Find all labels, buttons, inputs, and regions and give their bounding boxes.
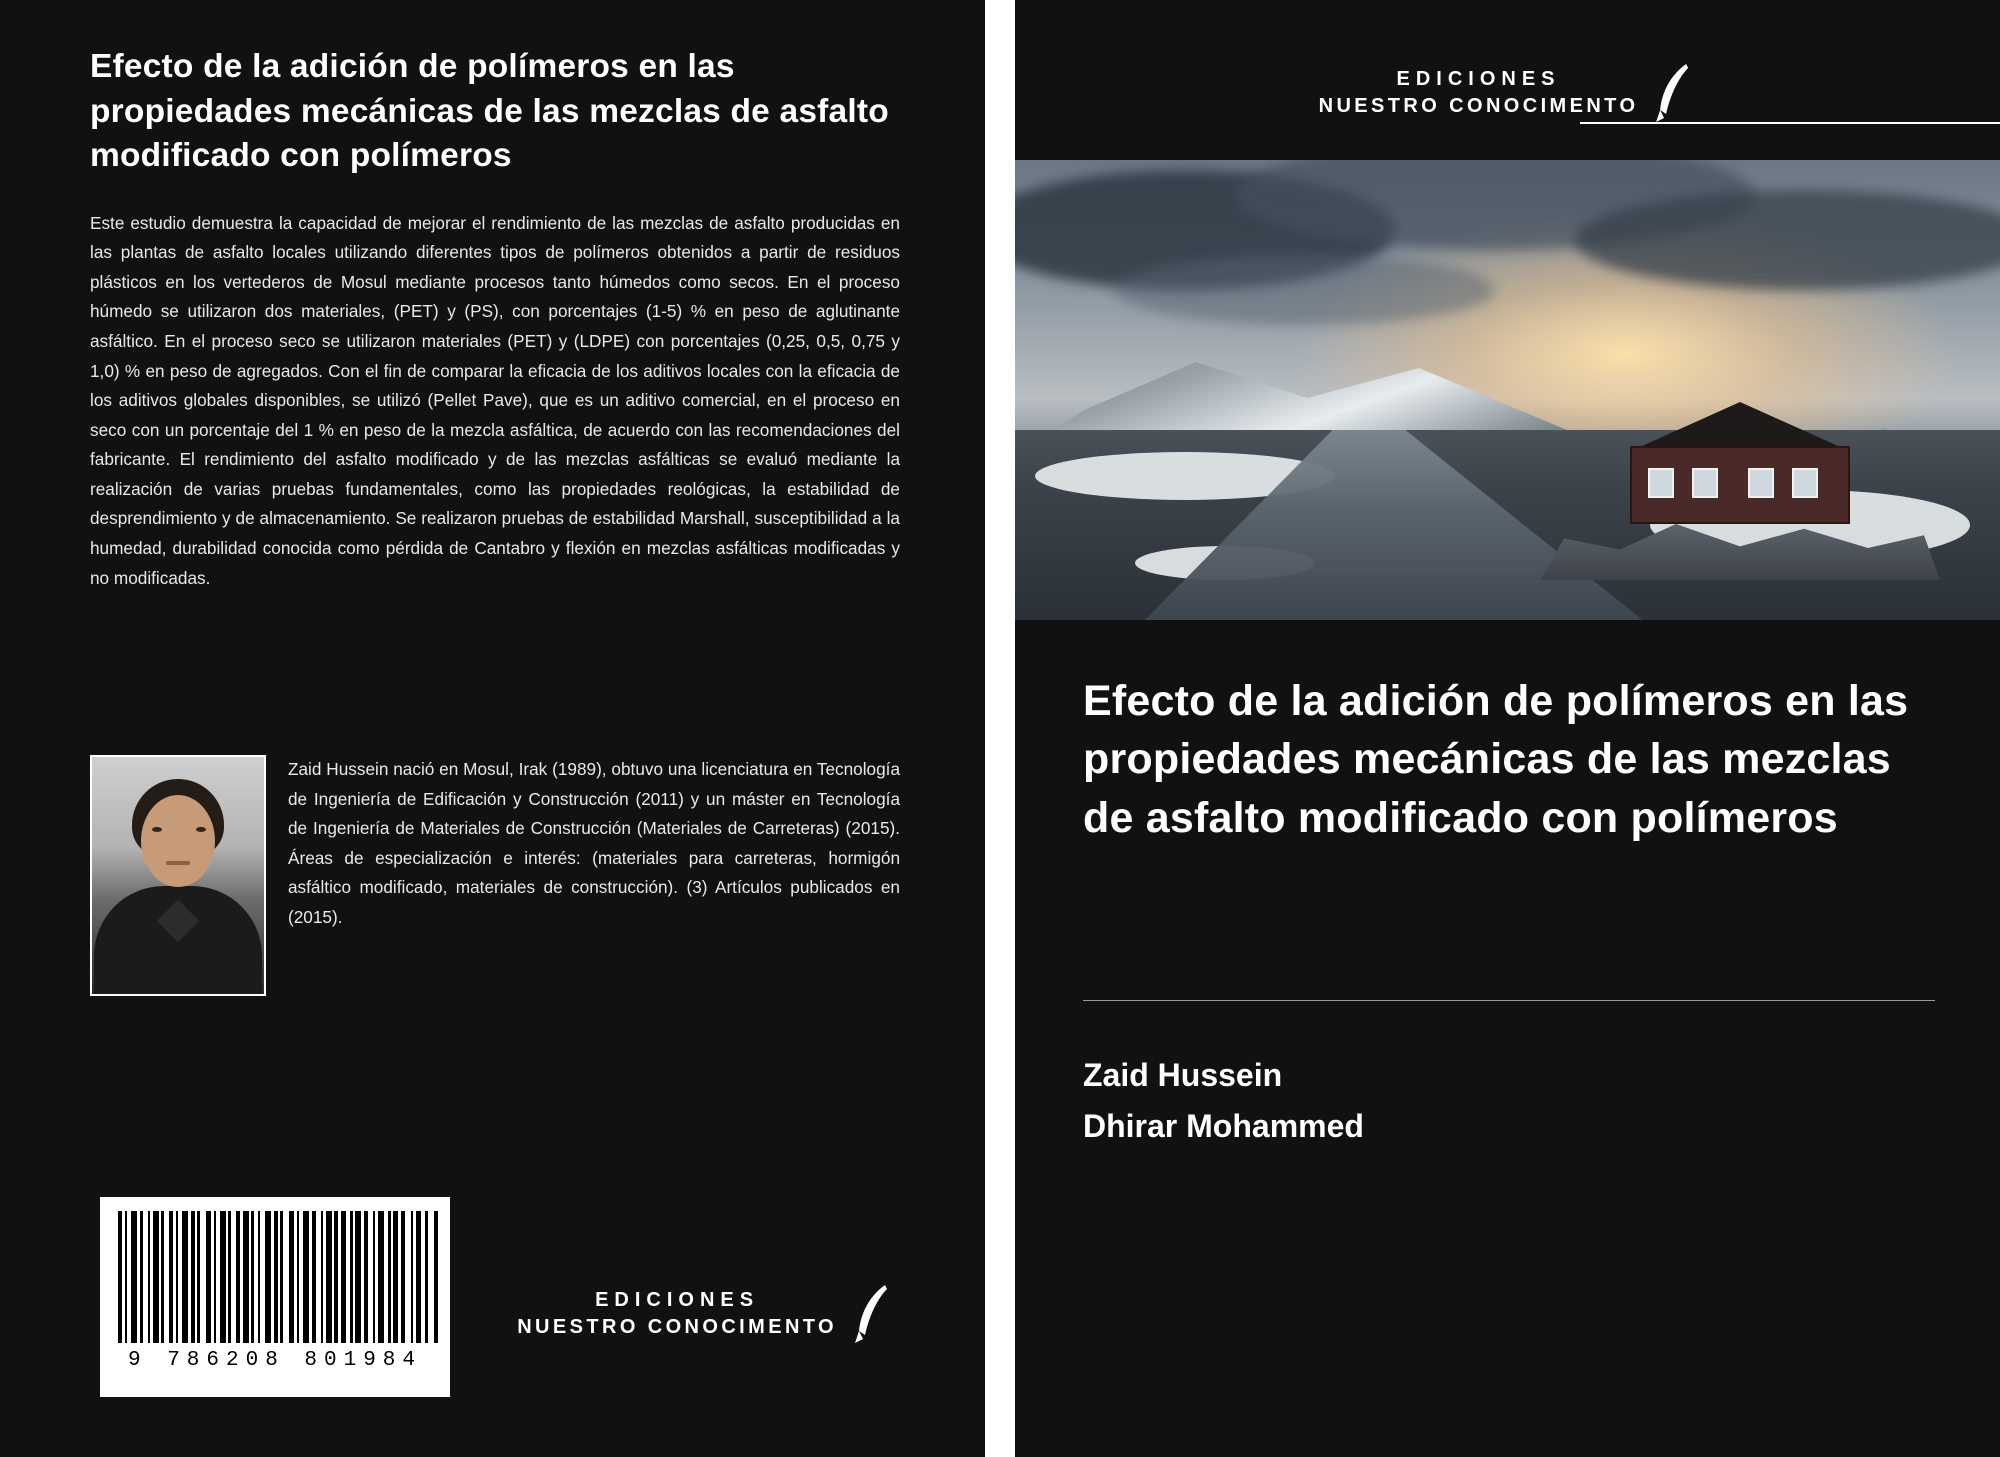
publisher-logo-text xyxy=(517,1289,837,1339)
publisher-name-line2: NUESTRO CONOCIMENTO xyxy=(517,1316,837,1338)
portrait-eye-right xyxy=(196,827,206,832)
house-roof xyxy=(1618,402,1862,448)
house-window xyxy=(1792,468,1818,498)
back-cover xyxy=(0,0,985,1457)
back-cover-abstract: Este estudio demuestra la capacidad de mejorar el rendimiento de las mezclas de asfalto producidas en las plantas de asfalto locales utilizando diferentes tipos de polímeros obtenidos a partir de residuos plásticos en los vertederos de Mosul mediante procesos tanto húmedos como secos. En el proceso húmedo se utilizaron dos materiales, (PET) y (PS), con porcentajes (1-5) % en peso de aglutinante asfáltico. En el proceso seco se utilizaron materiales (PET) y (LDPE) con porcentajes (0,25, 0,5, 0,75 y 1,0) % en peso de agregados. Con el fin de comparar la eficacia de los aditivos locales con la eficacia de los aditivos globales disponibles, se utilizó (Pellet Pave), que es un aditivo comercial, en el proceso en seco con un porcentaje del 1 % en peso de la mezcla asfáltica, de acuerdo con las recomendaciones del fabricante. El rendimiento del asfalto modificado y de las mezclas asfálticas se evaluó mediante la realización de varias pruebas fundamentales, como las propiedades reológicas, la estabilidad de desprendimiento y de almacenamiento. Se realizaron pruebas de estabilidad Marshall, susceptibilidad a la humedad, durabilidad conocida como pérdida de Cantabro y flexión en mezclas asfálticas modificadas y no modificadas. xyxy=(90,212,900,588)
portrait-mouth xyxy=(166,861,190,865)
front-cover xyxy=(1015,0,2000,1457)
author-name: Zaid Hussein xyxy=(1083,1057,1283,1093)
publisher-name-line2-front: NUESTRO CONOCIMENTO xyxy=(1318,95,1639,117)
title-author-divider xyxy=(1083,1000,1935,1001)
house-window xyxy=(1692,468,1718,498)
author-bio-text: Zaid Hussein nació en Mosul, Irak (1989), obtuvo una licenciatura en Tecnología de Ingeniería de Edificación y Construcción (2011) y un máster en Tecnología de Ingeniería de Materiales de Construcción (Materiales de Carreteras) (2015). Áreas de especialización e interés: (materiales para carreteras, hormigón asfáltico modificado, materiales de construcción). (3) Artículos publicados en (2015). xyxy=(288,759,900,927)
author-list xyxy=(1083,1050,1364,1152)
publisher-logo-back xyxy=(517,1283,895,1345)
publisher-logo-text-front xyxy=(1319,68,1639,118)
front-cover-title: Efecto de la adición de polímeros en las propiedades mecánicas de las mezclas de asfalto modificado con polímeros xyxy=(1083,677,1909,842)
photo-cloud xyxy=(1115,255,1495,325)
portrait-eye-left xyxy=(152,827,162,832)
author-name: Dhirar Mohammed xyxy=(1083,1108,1364,1145)
back-cover-text-block xyxy=(90,45,900,593)
back-cover-title: Efecto de la adición de polímeros en las propiedades mecánicas de las mezclas de asfalto modificado con polímeros xyxy=(90,48,889,175)
photo-house xyxy=(1630,404,1850,524)
barcode xyxy=(100,1197,450,1397)
quill-icon xyxy=(851,1283,895,1345)
barcode-bars xyxy=(112,1211,438,1343)
publisher-name-line1-front: EDICIONES xyxy=(1396,68,1561,90)
cover-photo xyxy=(1015,160,2000,620)
author-portrait-illustration xyxy=(92,757,264,994)
quill-icon-front xyxy=(1652,62,1696,124)
publisher-logo-front xyxy=(1319,62,1697,124)
spine-gap xyxy=(985,0,1015,1457)
barcode-number: 9 786208 801984 xyxy=(127,1349,423,1372)
portrait-face xyxy=(141,795,215,887)
house-window xyxy=(1748,468,1774,498)
publisher-name-line1: EDICIONES xyxy=(595,1289,760,1311)
house-window xyxy=(1648,468,1674,498)
author-photo xyxy=(90,755,266,996)
author-bio-block xyxy=(90,755,900,996)
